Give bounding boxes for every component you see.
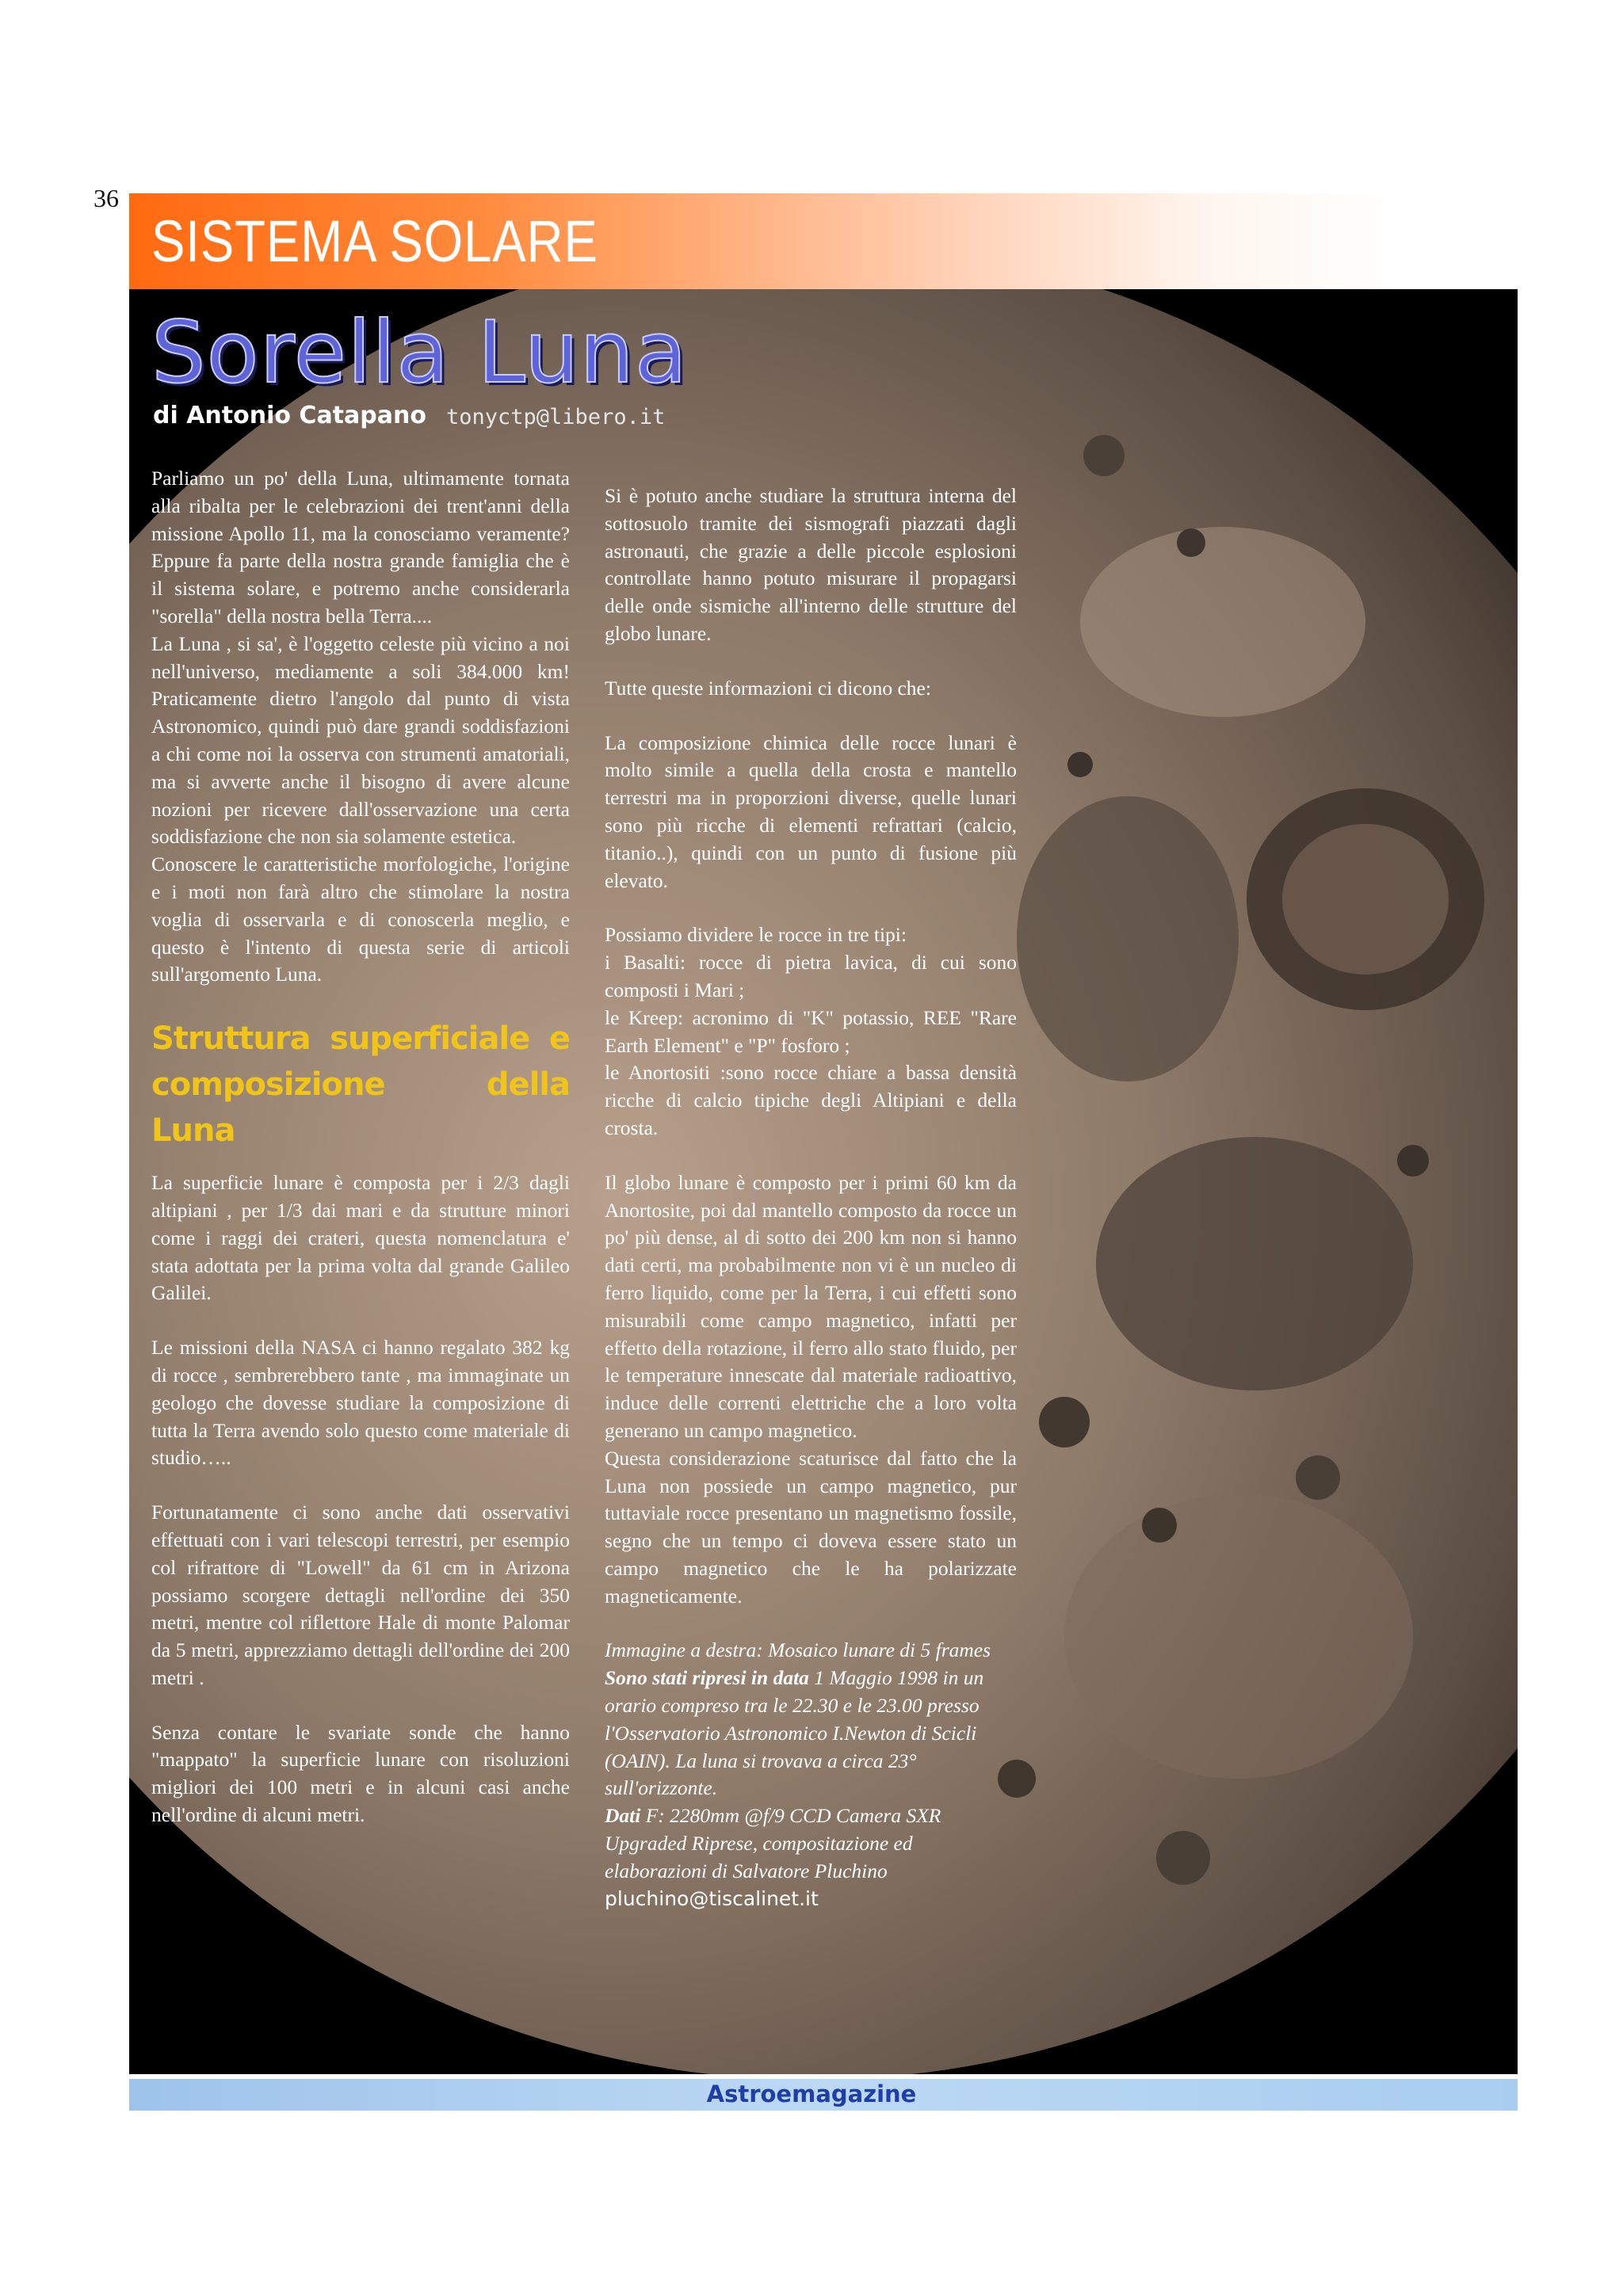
page-number: 36 xyxy=(94,184,119,212)
caption-date-text: 1 Maggio 1998 in un orario compreso tra le 22.30 e le 23.00 presso l'Osservatorio Astronomico I.Newton di Scicli (OAIN). La luna si trovava a circa 23° sull'orizzonte. xyxy=(605,1666,984,1800)
caption-email[interactable]: pluchino@tiscalinet.it xyxy=(605,1886,819,1910)
section-title: SISTEMA SOLARE xyxy=(151,208,598,274)
column-left xyxy=(151,465,570,1856)
paragraph-basalts: i Basalti: rocce di pietra lavica, di cui sono composti i Mari ; xyxy=(605,951,1017,1001)
paragraph-seismic: Si è potuto anche studiare la struttura interna del sottosuolo tramite dei sismografi piazzati dagli astronauti, che grazie a delle piccole esplosioni controllate hanno potuto misurare il propagarsi delle onde sismiche all'interno delle strutture del globo lunare. xyxy=(605,484,1017,645)
article-panel xyxy=(129,289,1518,2074)
paragraph-luna-intent: Conoscere le caratteristiche morfologiche, l'origine e i moti non farà altro che stimolare la nostra voglia di osservarla e di conoscerla meglio, e questo è l'intento di questa serie di articoli sull'argomento Luna. xyxy=(151,852,570,986)
paragraph-anortositi: le Anortositi :sono rocce chiare a bassa densità ricche di calcio tipiche degli Altipiani e della crosta. xyxy=(605,1061,1017,1139)
caption-date-label: Sono stati ripresi in data xyxy=(605,1666,809,1690)
paragraph-rock-types: Possiamo dividere le rocce in tre tipi: xyxy=(605,923,907,947)
paragraph-info: Tutte queste informazioni ci dicono che: xyxy=(605,676,931,700)
paragraph-magnetism: Questa considerazione scaturisce dal fatto che la Luna non possiede un campo magnetico, pur tuttaviale rocce presentano un magnetismo fossile, segno che un tempo ci doveva essere stato un campo magnetico che le ha polarizzate magneticamente. xyxy=(605,1446,1017,1608)
paragraph-chemistry: La composizione chimica delle rocce lunari è molto simile a quella della crosta e mantello terrestri ma in proporzioni diverse, quelle lunari sono più ricche di elementi refrattari (calcio, titanio..), quindi con un punto di fusione più elevato. xyxy=(605,730,1017,892)
paragraph-kreep: le Kreep: acronimo di "K" potassio, REE "Rare Earth Element" e "P" fosforo ; xyxy=(605,1005,1017,1057)
magazine-name: Astroemagazine xyxy=(706,2081,917,2107)
section-header-bar xyxy=(129,193,1508,289)
paragraph-luna-distance: La Luna , si sa', è l'oggetto celeste più vicino a noi nell'universo, mediamente a soli 384.000 km! Praticamente dietro l'angolo dal punto di vista Astronomico, quindi può dare grandi soddisfazioni a chi come noi la osserva con strumenti amatoriali, ma si avverte anche il bisogno di avere alcune nozioni per ricevere dall'osservazione una certa soddisfazione che non sia solamente estetica. xyxy=(151,631,570,849)
section-subheading: Struttura superficiale e composizione della Luna xyxy=(151,1020,570,1150)
paragraph-globe: Il globo lunare è composto per i primi 60 km da Anortosite, poi dal mantello composto da rocce un po' più dense, al di sotto dei 200 km non si hanno dati certi, ma probabilmente non vi è un nucleo di ferro liquido, come per la Terra, i cui effetti sono misurabili come campo magnetico, infatti per effetto della rotazione, il ferro allo stato fluido, per le temperature innescate dal materiale radioattivo, induce delle correnti elettriche che a loro volta generano un campo magnetico. xyxy=(605,1170,1017,1442)
caption-data-label: Dati xyxy=(605,1804,641,1828)
paragraph-telescopes: Fortunatamente ci sono anche dati osservativi effettuati con i vari telescopi terrestri, per esempio col rifrattore di "Lowell" da 61 cm in Arizona possiamo scorgere dettagli nell'ordine dei 350 metri, mentre col riflettore Hale di monte Palomar da 5 metri, apprezziamo dettagli dell'ordine dei 200 metri . xyxy=(151,1501,570,1689)
paragraph-intro: Parliamo un po' della Luna, ultimamente tornata alla ribalta per le celebrazioni dei trent'anni della missione Apollo 11, ma la conosciamo veramente? Eppure fa parte della nostra grande famiglia che è il sistema solare, e potremo anche considerarla "sorella" della nostra bella Terra.... xyxy=(151,467,570,627)
caption-line1: Immagine a destra: Mosaico lunare di 5 frames xyxy=(605,1638,991,1662)
caption-data-text: F: 2280mm @f/9 CCD Camera SXR Upgraded Riprese, compositazione ed elaborazioni di Salvatore Pluchino xyxy=(605,1804,941,1882)
image-caption xyxy=(605,1637,1017,1913)
column-right xyxy=(605,482,1017,1913)
paragraph-surface: La superficie lunare è composta per i 2/3 dagli altipiani , per 1/3 dai mari e da strutture minori come i raggi dei crateri, questa nomenclatura e' stata adottata per la prima volta dal grande Galileo Galilei. xyxy=(151,1171,570,1305)
paragraph-nasa: Le missioni della NASA ci hanno regalato 382 kg di rocce , sembrerebbero tante , ma immaginate un geologo che dovesse studiare la composizione di tutta la Terra avendo solo questo come materiale di studio….. xyxy=(151,1336,570,1470)
article-title: Sorella Luna xyxy=(151,303,688,402)
author-email[interactable]: tonyctp@libero.it xyxy=(446,405,666,429)
article-byline: di Antonio Catapano xyxy=(153,402,426,429)
paragraph-probes: Senza contare le svariate sonde che hanno "mappato" la superficie lunare con risoluzioni migliori dei 100 metri e in alcuni casi anche nell'ordine di alcuni metri. xyxy=(151,1720,570,1827)
